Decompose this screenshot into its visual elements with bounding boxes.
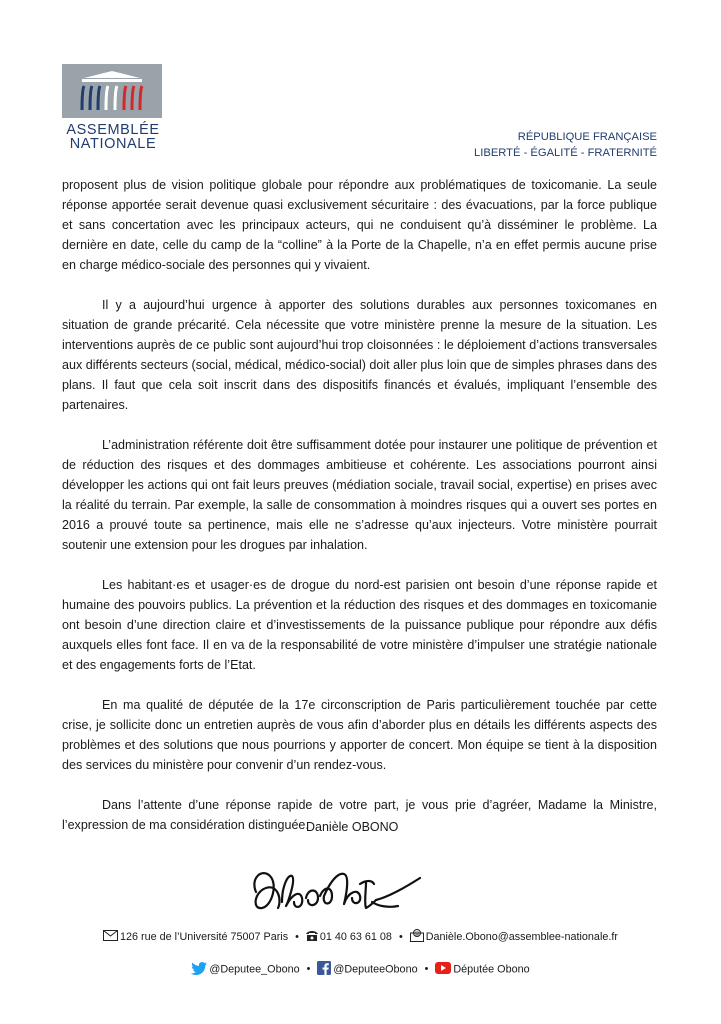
envelope-icon bbox=[103, 930, 118, 944]
hemicycle-emblem bbox=[62, 64, 162, 118]
phone-icon bbox=[306, 930, 318, 945]
paragraph: Les habitant·es et usager·es de drogue du nord-est parisien ont besoin d’une réponse rapide et humaine des pouvoirs publics. La prévention et la réduction des risques et des dommages en toxicomanie ont besoin d’une direction claire et d’investissements de la puissance publique pour répondre aux défis auxquels elles font face. Il en va de la responsabilité de votre ministère d’impulser une stratégie nationale et des engagements forts de l’Etat. bbox=[62, 578, 657, 672]
svg-text:@: @ bbox=[414, 931, 420, 937]
email-address[interactable]: Danièle.Obono@assemblee-nationale.fr bbox=[425, 930, 618, 943]
twitter-handle[interactable]: @Deputee_Obono bbox=[209, 963, 300, 976]
logo-line-2: NATIONALE bbox=[69, 136, 157, 152]
republic-title: RÉPUBLIQUE FRANÇAISE bbox=[517, 131, 657, 143]
separator: • bbox=[295, 930, 299, 943]
youtube-icon bbox=[435, 962, 451, 977]
letter-body bbox=[62, 175, 657, 855]
youtube-channel[interactable]: Députée Obono bbox=[453, 963, 530, 976]
paragraph: En ma qualité de députée de la 17e circonscription de Paris particulièrement touchée par cette crise, je sollicite donc un entretien auprès de vous afin d’aborder plus en détails les différents aspects des problèmes et des solutions que nous pourrions y apporter de concert. Mon équipe se tient à la disposition des services du ministère pour convenir d’un rendez-vous. bbox=[62, 698, 657, 772]
separator: • bbox=[398, 930, 403, 943]
separator: • bbox=[424, 963, 429, 976]
contact-line-2 bbox=[0, 961, 721, 978]
facebook-icon bbox=[317, 961, 331, 978]
email-icon bbox=[410, 929, 424, 945]
twitter-icon bbox=[191, 962, 207, 978]
republic-motto: LIBERTÉ - ÉGALITÉ - FRATERNITÉ bbox=[474, 147, 657, 159]
republic-header bbox=[474, 129, 657, 161]
paragraph: Dans l’attente d’une réponse rapide de votre part, je vous prie d’agréer, Madame la Ministre, l’expression de ma considération distinguée. bbox=[62, 798, 657, 832]
signatory-name: Danièle OBONO bbox=[306, 820, 399, 834]
facebook-handle[interactable]: @DeputeeObono bbox=[333, 963, 418, 976]
phone-number: 01 40 63 61 08 bbox=[319, 930, 392, 943]
paragraph: proposent plus de vision politique globale pour répondre aux problématiques de toxicomanie. La seule réponse apportée serait devenue quasi exclusivement sécuritaire : des évacuations, par la force publique et sans concertation avec les principaux acteurs, qui ne conduisent qu’à disséminer le problème. La dernière en date, celle du camp de la “colline” à la Porte de la Chapelle, n’a en effet permis aucune prise en charge médico-sociale des personnes qui y vivaient. bbox=[62, 178, 657, 272]
separator: • bbox=[306, 963, 311, 976]
paragraph: L’administration référente doit être suffisamment dotée pour instaurer une politique de prévention et de réduction des risques et des dommages ambitieuse et cohérente. Les associations pourront ainsi développer les actions qui ont fait leurs preuves (médiation sociale, travail social, expertise) en prises avec la réalité du terrain. Par exemple, la salle de consommation à moindres risques qui a ouvert ses portes en 2016 a prouvé toute sa pertinence, mais elle ne s’adresse qu’aux injecteurs. Votre ministère pourrait soutenir une extension pour les drogues par inhalation. bbox=[62, 438, 657, 552]
contact-line-1 bbox=[0, 929, 721, 945]
handwritten-signature bbox=[248, 862, 428, 929]
assemblee-nationale-logo bbox=[62, 64, 164, 151]
logo-line-1: ASSEMBLÉE bbox=[66, 122, 160, 138]
address: 126 rue de l’Université 75007 Paris bbox=[120, 930, 289, 943]
paragraph: Il y a aujourd’hui urgence à apporter des solutions durables aux personnes toxicomanes en situation de grande précarité. Cela nécessite que votre ministère prenne la mesure de la situation. Les interventions auprès de ce public sont aujourd’hui trop cloisonnées : le déploiement d’actions transversales aux différents secteurs (social, médical, médico-social) doit aller plus loin que de simples phrases dans des plans. Il faut que cela soit inscrit dans des dispositifs financés et évalués, impliquant l’ensemble des partenaires. bbox=[62, 298, 657, 412]
